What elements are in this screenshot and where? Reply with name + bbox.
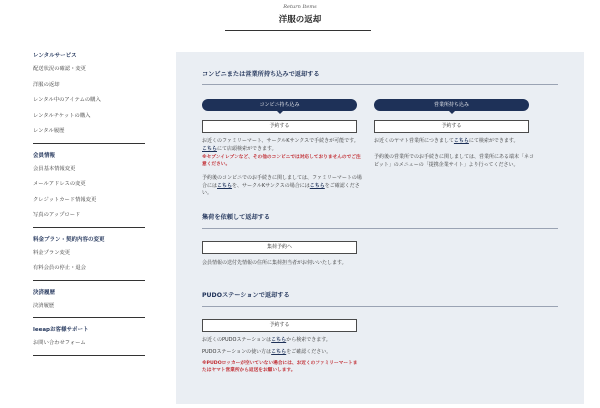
text-fragment: PUDOステーションの使い方は (202, 349, 272, 355)
text-fragment: をご確認ください。 (202, 182, 360, 196)
sidebar-section-plan-title: 料金プラン・契約内容の変更 (33, 236, 105, 243)
convenience-warning: ※セブンイレブンなど、その他のコンビニでは対応しておりませんのでご注意ください。 (202, 155, 361, 167)
sidebar-item-purchase-rental-items[interactable]: レンタル中のアイテムの購入 (33, 97, 101, 103)
sidebar-divider (33, 227, 145, 228)
page-header (0, 0, 600, 38)
pudo-search-text (202, 337, 402, 345)
sidebar-item-purchase-tickets[interactable]: レンタルチケットの購入 (33, 112, 91, 119)
convenience-procedure-text (202, 175, 362, 198)
familymart-guide-link[interactable]: こちら (217, 182, 233, 189)
pudo-usage-text (202, 349, 402, 357)
sidebar-divider (33, 355, 145, 356)
section-title-convenience: コンビニまたは営業所持ち込みで返却する (202, 71, 320, 78)
text-fragment: をご確認ください。 (286, 349, 332, 355)
pudo-search-link[interactable]: こちら (271, 337, 287, 343)
pudo-usage-link[interactable]: こちら (271, 349, 287, 355)
text-fragment: から検索できます。 (286, 337, 331, 343)
pickup-info-text: 会員情報の送付先情報の住所に集荷担当者がお伺いいたします。 (202, 260, 347, 266)
sidebar-item-email-change[interactable]: メールアドレスの変更 (33, 181, 86, 187)
sidebar-item-plan-change[interactable]: 料金プラン変更 (33, 249, 71, 256)
convenience-reserve-button[interactable]: 予約する (202, 120, 357, 133)
section-divider (202, 84, 558, 85)
office-pill: 営業所持ち込み (374, 99, 529, 111)
sidebar-item-member-info[interactable]: 会員基本情報変更 (33, 165, 76, 172)
sidebar-item-payment-history[interactable]: 決済履歴 (33, 302, 55, 309)
office-search-text (374, 138, 534, 146)
section-divider (202, 306, 558, 307)
yamato-office-search-link[interactable]: こちら (453, 138, 469, 144)
text-fragment: 予約後のコンビニでのお手続きに関しましては、ファミリーマートの場合には (202, 175, 362, 189)
main-panel (176, 52, 584, 404)
sidebar-divider (33, 280, 145, 281)
sidebar-item-cancel-membership[interactable]: 有料会員の停止・退会 (33, 265, 86, 271)
text-fragment: お近くのファミリーマート、サークルKサンクスで手続きが可能です。 (202, 138, 359, 144)
page-title: 洋服の返却 (278, 15, 322, 25)
sidebar-divider (33, 317, 145, 318)
sidebar-item-photo-upload[interactable]: 写真のアップロード (33, 212, 81, 218)
text-fragment: を、サークルKサンクスの場合には (232, 182, 310, 189)
sidebar-section-payment-title: 決済履歴 (33, 289, 56, 296)
sidebar-item-credit-card[interactable]: クレジットカード情報変更 (33, 196, 97, 203)
section-divider (202, 228, 558, 229)
sidebar-section-member-title: 会員情報 (33, 152, 56, 159)
text-fragment: お近くのヤマト営業所につきまして (374, 138, 454, 144)
sidebar-section-rental-title: レンタルサービス (33, 53, 77, 59)
circlek-guide-link[interactable]: こちら (309, 182, 325, 189)
sidebar-item-rental-history[interactable]: レンタル履歴 (33, 128, 65, 134)
text-fragment: にて検索ができます。 (468, 138, 519, 144)
convenience-search-text (202, 138, 362, 153)
sidebar-item-contact-form[interactable]: お問い合わせフォーム (33, 340, 86, 346)
sidebar-divider (33, 143, 145, 144)
page-subtitle-en: Return Items (283, 4, 317, 10)
convenience-store-search-link[interactable]: こちら (202, 145, 218, 152)
sidebar-section-support-title: leeapお客様サポート (33, 327, 89, 333)
office-reserve-button[interactable]: 予約する (374, 120, 529, 133)
office-procedure-text: 予約後の営業所でのお手続きに関しましては、営業所にある端末「ネコピット」のメニューの「提携企業サイト」より行ってください。 (374, 154, 535, 168)
sidebar-item-return-items[interactable]: 洋服の返却 (33, 81, 60, 88)
pudo-warning: ※PUDOロッカーが空いていない場合には、お近くのファミリーマートまたはヤマト営業所から返送をお願いします。 (202, 361, 358, 373)
sidebar (33, 50, 145, 362)
section-title-pudo: PUDOステーションで返却する (202, 292, 290, 299)
sidebar-item-delivery-status[interactable]: 配送状況の確認・変更 (33, 66, 86, 72)
text-fragment: お近くのPUDOステーションは (202, 337, 272, 343)
pudo-reserve-button[interactable]: 予約する (202, 319, 357, 332)
title-underline (225, 30, 371, 31)
section-title-pickup: 集荷を依頼して返却する (202, 214, 271, 221)
convenience-pill: コンビニ持ち込み (202, 99, 357, 111)
pickup-reserve-button[interactable]: 集荷予約へ (202, 241, 357, 254)
text-fragment: にて店頭検索ができます。 (217, 145, 277, 152)
